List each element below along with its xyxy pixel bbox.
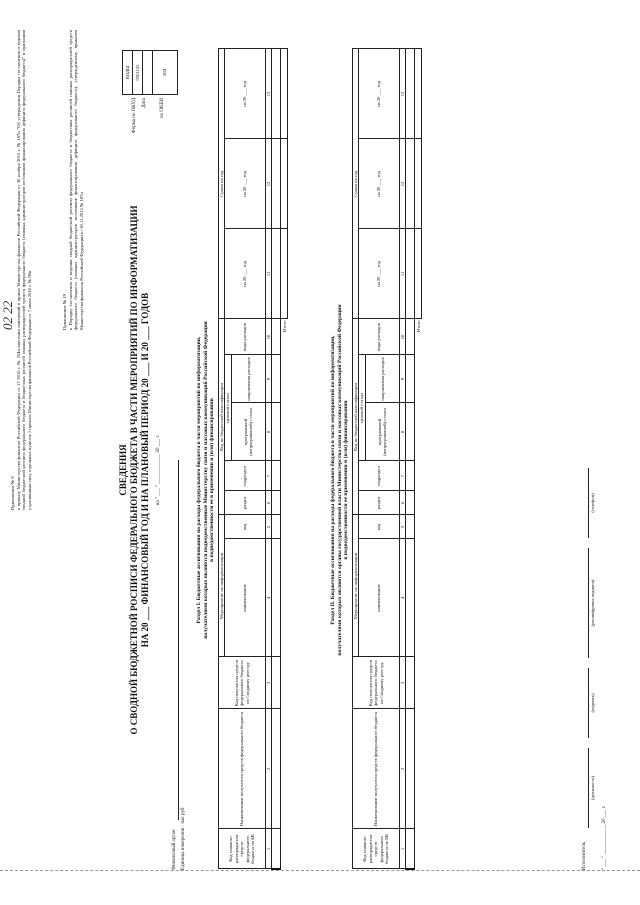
fin-organ-label: Финансовый орган (172, 829, 177, 870)
s2-num-11: 11 (399, 229, 405, 319)
title-line-3: НА 20 ___ ФИНАНСОВЫЙ ГОД И НА ПЛАНОВЫЙ ПЕРИОД 20 ___ И 20 ___ ГОДОВ (140, 292, 150, 648)
s1-num-6: 6 (265, 491, 271, 515)
form-title (118, 110, 151, 830)
s2-num-12: 12 (399, 139, 405, 229)
s2-num-7: 7 (399, 461, 405, 491)
codes-table (122, 50, 178, 95)
s1-num-4: 4 (265, 539, 271, 657)
s2-h-section: раздел (359, 491, 399, 515)
s1-num-3: 3 (265, 657, 271, 709)
okei-value: 384 (153, 51, 178, 95)
s2-num-6: 6 (399, 491, 405, 515)
phone-line (588, 468, 589, 538)
section-2-heading (330, 220, 350, 740)
s1-h-sum: Сумма на год (219, 49, 225, 319)
appendix-19-label: Приложение № 19 (62, 294, 67, 330)
okei-label: по ОКЕИ (160, 98, 165, 119)
s2-h-subsection: подраздел (359, 461, 399, 491)
s1-total-label: Итого (281, 319, 288, 869)
s1-h-section: раздел (225, 491, 265, 515)
s2-num-2: 2 (399, 709, 405, 829)
phone-caption: (телефон) (590, 493, 595, 513)
s1-h-program: программной (непрограммной) статьи (231, 403, 265, 461)
section-2-title: Раздел II. Бюджетные ассигнования на расходы федерального бюджета в части мероприятий по информатизации, (330, 335, 336, 625)
s2-h-year1: на 20 ___ год (359, 229, 399, 319)
title-line-1: СВЕДЕНИЯ (118, 444, 128, 496)
s2-num-10: 10 (399, 319, 405, 355)
s2-num-1: 1 (399, 829, 405, 869)
section-2-subtitle-2: в подведомственности ее применении и (или) финансировании (343, 400, 350, 560)
s2-h-code-grbs: Код главного распорядителя средств федерального бюджета по БК (353, 829, 400, 869)
position-caption: (должность) (590, 775, 595, 801)
s2-h-event-name: наименование (359, 539, 399, 657)
section-1-subtitle-1: получателями которых являются подведомственные Министерству связи и массовых коммуникаций Российской Федерации (202, 321, 209, 639)
executor-label: Исполнитель (582, 842, 587, 870)
s1-total-row (281, 49, 288, 869)
s2-h-target: целевой статьи (359, 355, 365, 461)
signature-date: " ___ " ____________ 20 ___ г. (602, 805, 607, 870)
s2-num-13: 13 (399, 49, 405, 139)
section-2-subtitle-1: получателями которых являются органы государственной власти Министерства связи и массовых коммуникаций Российской Федерации (336, 304, 343, 656)
handwritten-stamp: 02 22 (0, 300, 15, 330)
s1-h-target: целевой статьи (225, 355, 231, 461)
s1-h-event-code: код (225, 515, 265, 539)
s2-total-row (415, 49, 422, 869)
rotated-form-page (0, 10, 640, 890)
s2-h-program: программной (непрограммной) статьи (365, 403, 399, 461)
s2-num-3: 3 (399, 657, 405, 709)
s1-num-8: 8 (265, 403, 271, 461)
s2-num-4: 4 (399, 539, 405, 657)
section-1-table (218, 48, 288, 870)
s2-h-event: Мероприятие по информатизации (353, 515, 359, 657)
s1-h-classif: Код по бюджетной классификации (219, 319, 225, 515)
s1-num-11: 11 (265, 229, 271, 319)
section-1-heading (196, 220, 216, 740)
unit-label: Единица измерения : тыс руб (181, 807, 186, 870)
fin-organ-underline (178, 460, 179, 820)
s1-num-13: 13 (265, 49, 271, 139)
s1-h-exptype: вида расходов (225, 319, 265, 355)
appendix-8-block (10, 30, 32, 510)
s2-h-year2: на 20 ___ год (359, 139, 399, 229)
s2-num-8: 8 (399, 403, 405, 461)
s1-num-12: 12 (265, 139, 271, 229)
appendix-19-block (62, 30, 84, 330)
appendix-19-text: к Порядку составления и ведения сводной бюджетной росписи федерального бюджета и бюджетных росписей главных распорядителей средств федерального бюджета (главных администраторов источников финансирования дефицита федерального бюджета), утвержденному приказом Министерства финансов Российской Федерации от 30.11.2015 № 187н (67, 30, 84, 330)
s1-h-event-name: наименование (225, 539, 265, 657)
date-label: Дата (142, 98, 147, 108)
s1-h-subsection: подраздел (225, 461, 265, 491)
section-1-subtitle-2: в подведомственности ее в применении и (или) финансировании (209, 398, 216, 562)
decode-caption: (расшифровка подписи) (590, 579, 595, 627)
s2-h-name-recipient: Наименование получателя средств федерального бюджета (353, 709, 400, 829)
s2-h-code-recipient: Код получателя средств федерального бюджета по Сводному реестру (353, 657, 400, 709)
s1-h-name-recipient: Наименование получателя средств федерального бюджета (219, 709, 266, 829)
s2-h-exptype: вида расходов (359, 319, 399, 355)
s2-table-row (406, 49, 415, 869)
s1-h-year2: на 20 ___ год (225, 139, 265, 229)
date-line: на " ___ " ____________ 20 ___ г. (156, 434, 161, 506)
position-line (588, 748, 589, 828)
appendix-8-label: Приложение № 8 (10, 476, 15, 510)
title-line-2: О СВОДНОЙ БЮДЖЕТНОЙ РОСПИСИ ФЕДЕРАЛЬНОГО БЮДЖЕТА В ЧАСТИ МЕРОПРИЯТИЙ ПО ИНФОРМАТИЗАЦИИ (129, 205, 139, 735)
appendix-8-text: к приказу Министерства финансов Российской Федерации от 17 2016 г. № 254н внесении изменений в приказ Министерства финансов Российской Федерации от 30 ноября 2015 г. № 187н "Об утверждении Порядка составления и ведения сводной бюджетной росписи федерального бюджета и бюджетных росписей главных распорядителей средств федерального бюджета (главных администраторов источников финансирования дефицита федерального бюджета)" и признании утратившими силу отдельных пунктов 1 приказа Министерства финансов Российской Федерации от 7 июля 2016 г. № 98н (15, 30, 32, 510)
section-2-table (352, 48, 422, 870)
s1-num-9: 9 (265, 355, 271, 403)
s2-h-year3: на 20 ___ год (359, 49, 399, 139)
okud-label: Форма по ОКУД (132, 98, 137, 134)
s2-h-classif: Код по бюджетной классификации (353, 319, 359, 515)
s2-num-9: 9 (399, 355, 405, 403)
sign-line (588, 668, 589, 738)
codes-header: КОДЫ (123, 51, 133, 95)
section-1-title: Раздел I. Бюджетные ассигнования на расходы федерального бюджета в части мероприятий по информатизации, (196, 336, 202, 624)
sign-caption: (подпись) (590, 693, 595, 713)
date-value (143, 51, 153, 95)
s2-total-label: Итого (415, 319, 422, 869)
s1-h-year1: на 20 ___ год (225, 229, 265, 319)
s1-num-2: 2 (265, 709, 271, 829)
s1-num-7: 7 (265, 461, 271, 491)
s1-h-year3: на 20 ___ год (225, 49, 265, 139)
okud-value: 0501155 (133, 51, 143, 95)
s1-num-10: 10 (265, 319, 271, 355)
s1-num-1: 1 (265, 829, 271, 869)
s1-h-event: Мероприятие по информатизации (219, 515, 225, 657)
s2-h-sum: Сумма на год (353, 49, 359, 319)
s1-num-5: 5 (265, 515, 271, 539)
scan-edge-line (0, 870, 640, 871)
s1-h-code-recipient: Код получателя средств федерального бюджета по Сводному реестру (219, 657, 266, 709)
s2-num-5: 5 (399, 515, 405, 539)
s1-table-row (272, 49, 281, 869)
s1-h-direction: направления расходов (231, 355, 265, 403)
s2-h-direction: направления расходов (365, 355, 399, 403)
s2-h-event-code: код (359, 515, 399, 539)
s1-h-code-grbs: Код главного распорядителя средств федерального бюджета по БК (219, 829, 266, 869)
decode-line (588, 548, 589, 658)
